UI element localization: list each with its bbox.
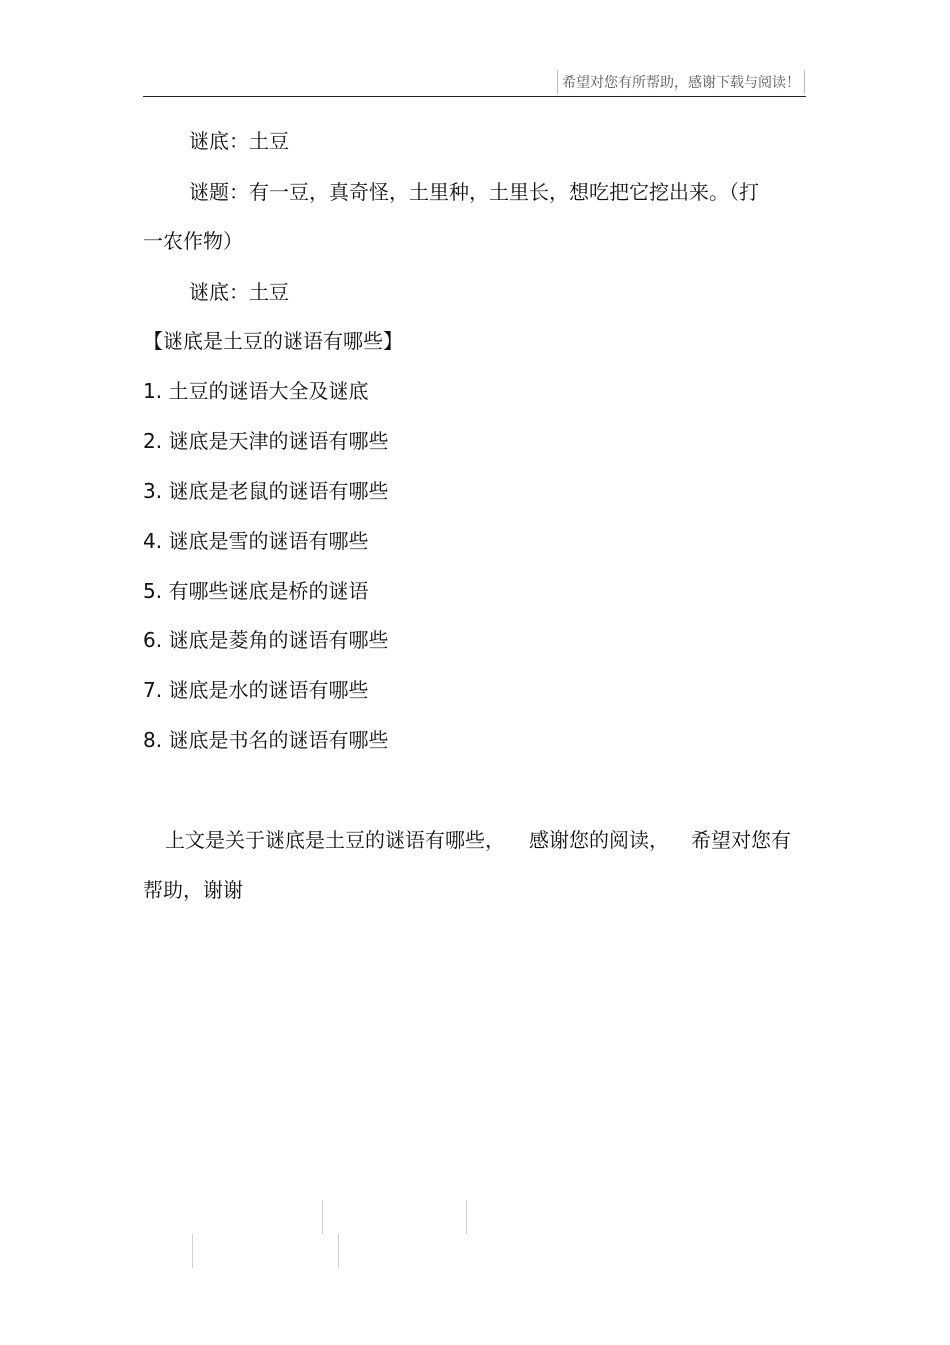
closing-text-part-2: 感谢您的阅读， [529,828,669,852]
footer-mark [322,1200,323,1234]
related-link-2[interactable]: 2. 谜底是天津的谜语有哪些 [143,429,389,453]
footer-mark [466,1200,467,1234]
closing-paragraph-line-1 [165,827,791,853]
related-link-7[interactable]: 7. 谜底是水的谜语有哪些 [143,678,369,702]
riddle-text-line-2: 一农作物） [143,229,243,253]
header-divider [143,96,806,97]
related-heading: 【谜底是土豆的谜语有哪些】 [143,329,403,353]
header-note: 希望对您有所帮助，感谢下载与阅读！ [557,70,805,94]
closing-text-part-3: 希望对您有 [691,828,791,852]
related-link-3[interactable]: 3. 谜底是老鼠的谜语有哪些 [143,479,389,503]
closing-paragraph-line-2: 帮助，谢谢 [143,878,243,902]
related-link-1[interactable]: 1. 土豆的谜语大全及谜底 [143,379,369,403]
footer-mark [192,1234,193,1268]
related-link-8[interactable]: 8. 谜底是书名的谜语有哪些 [143,728,389,752]
footer-mark [338,1234,339,1268]
riddle-answer-2: 谜底：土豆 [189,280,289,304]
related-link-5[interactable]: 5. 有哪些谜底是桥的谜语 [143,579,369,603]
related-link-6[interactable]: 6. 谜底是菱角的谜语有哪些 [143,628,389,652]
closing-text-part-1: 上文是关于谜底是土豆的谜语有哪些， [165,828,505,852]
riddle-text-line-1: 谜题：有一豆，真奇怪，土里种，土里长，想吃把它挖出来。（打 [189,180,759,204]
related-link-4[interactable]: 4. 谜底是雪的谜语有哪些 [143,529,369,553]
riddle-answer-1: 谜底：土豆 [189,129,289,153]
